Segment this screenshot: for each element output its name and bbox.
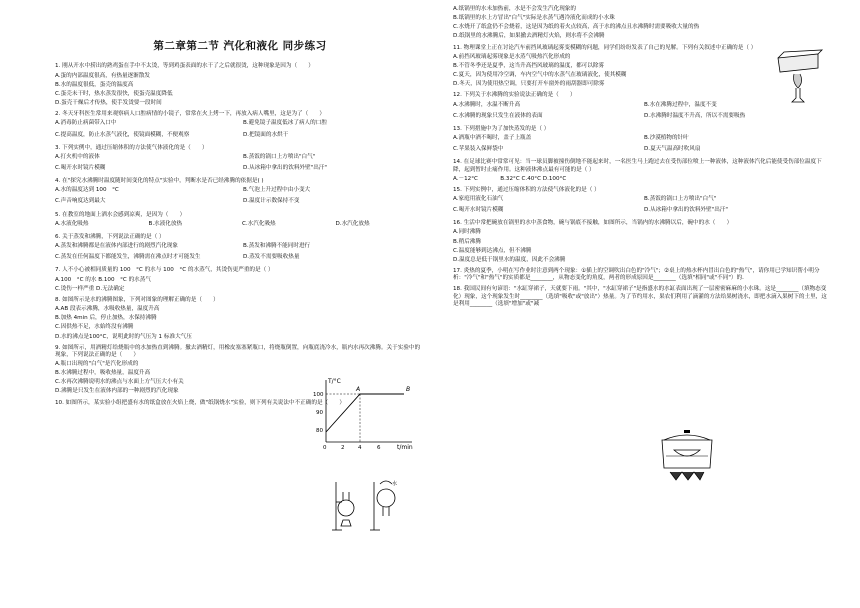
question	[453, 45, 829, 89]
question	[453, 6, 829, 41]
question	[453, 187, 829, 216]
y-tick-label: 100	[313, 392, 324, 398]
answer-option: D.把镜面的水烘干	[243, 131, 289, 138]
option-group	[55, 221, 425, 230]
answer-option: A.酒瓶中酒不喝时，盖子上瓶盖	[453, 135, 532, 142]
question	[55, 63, 425, 107]
answer-option: B.蒸饭的锅口上方喷出"白气"	[644, 195, 717, 202]
question-stem: 2. 冬天牙科医生常用来观察病人口腔病情的小镜子，常常在火上烤一下，再放入病人嘴里，这是为了（ ）	[55, 111, 326, 118]
steamer-pot-figure	[656, 428, 718, 482]
page-title: 第二章第二节 汽化和液化 同步练习	[153, 40, 327, 52]
question-stem: 1. 刚从开水中捞出的熟鸡蛋在手中不太烫，等到鸡蛋表面的水干了之后就很烫，这种现象是因为（ ）	[55, 63, 314, 70]
option-group	[453, 102, 829, 122]
y-axis-label: T/°C	[328, 378, 341, 385]
answer-option: A.消毒防止病菌带入口中	[55, 120, 117, 127]
right-question-list	[453, 6, 829, 308]
answer-option: C.温度能够到达沸点，但不沸腾	[453, 247, 532, 254]
answer-option: B.避免镜子温度低冰了病人的口腔	[243, 120, 327, 127]
option-group	[55, 187, 425, 207]
answer-option: B.气泡上升过程中由小变大	[243, 187, 311, 194]
answer-option: C.喝开水时镜片模糊	[55, 165, 106, 171]
answer-option: A.AB 段表示沸腾，水吸收热量，温度升高	[55, 306, 160, 313]
question	[453, 92, 829, 121]
water-label: 水	[392, 481, 398, 487]
answer-option: D.水汽化放热	[335, 220, 370, 227]
option-group	[453, 54, 829, 89]
y-tick-label: 90	[316, 410, 323, 416]
question-stem: 5. 在教室的地面上洒水会感到凉爽，是因为（ ）	[55, 211, 186, 218]
answer-option: D.沸腾是只发生在液体内部的一种剧烈的汽化现象	[55, 388, 179, 395]
option-group	[453, 229, 829, 264]
answer-option: A.100 °C 的水 B.100 °C 的水蒸气	[55, 276, 151, 283]
answer-option: A.蒸发和沸腾都是在液体内部进行的剧烈汽化现象	[55, 243, 178, 250]
question-stem: 16. 生活中常把碗放在锅里的水中蒸食物，碗与锅底不接触，如图所示，当锅内的水沸腾以后，碗中的水（ ）	[453, 220, 733, 227]
question-stem: 4. 在"探究水沸腾时温度随时间变化的特点"实验中，判断水是否已经沸腾的依据是( )	[55, 178, 264, 185]
question	[55, 267, 425, 292]
answer-option: C.水烧开了纸盒仍不会烧着，这是因为纸的着火点较高，高于水的沸点且水沸腾时需要吸收大量的热	[453, 24, 700, 31]
question	[453, 126, 829, 155]
answer-option: B.稍后沸腾	[453, 238, 481, 245]
question-stem: 13. 下列措施中为了加快蒸发的是（ ）	[453, 125, 550, 132]
option-group	[453, 176, 829, 183]
option-group	[453, 135, 829, 155]
right-column	[453, 6, 829, 312]
question	[453, 220, 829, 264]
option-group	[453, 196, 829, 216]
answer-option: A.同时沸腾	[453, 229, 481, 236]
answer-option: C.喝开水时镜片模糊	[453, 207, 504, 214]
upright-flask	[332, 482, 354, 530]
question-stem: 3. 下列实例中，通过压缩体积的方法使气体液化的是（ ）	[55, 144, 208, 151]
answer-option: C.水沸腾的现象只发生在液体的表面	[453, 112, 543, 119]
option-group	[55, 73, 425, 108]
option-group	[55, 243, 425, 263]
point-a-label: A	[356, 386, 361, 393]
answer-option: C.苹果装入保鲜袋中	[453, 146, 504, 153]
answer-option: B.蒸发和沸腾不能同时进行	[243, 243, 311, 250]
question-stem: 17. 炎热的夏季，小明在写作业时注意到两个现象：①插上的空调吹出白色的"冷气"；②桌上的热水杯内冒出白色的"热气"，请你用已学知识帮小明分析："冷气"和"热气"的实质都是________，从物态变化的角度，两者的形成原因是________（选填"相同"或"不同"）的．	[453, 268, 820, 282]
question-stem: 9. 如图所示，用酒精灯给烧瓶中的水加热直到沸腾。撤去酒精灯，用橡皮塞塞紧瓶口，将烧瓶倒置，向瓶底浇冷水，瓶内水再次沸腾。关于实验中的现象，下列说法正确的是（ ）	[55, 344, 421, 358]
question	[55, 178, 425, 207]
answer-option: A.－12°C B.32°C C.40°C D.100°C	[453, 175, 567, 182]
answer-option: D.夏天气温高时吹风扇	[644, 146, 701, 153]
question-stem: 11. 物理课堂上正在讨论汽车前挡风玻璃起雾变模糊的问题，同学们纷纷发表了自己的见解。下列有关叙述中正确的是（ ）	[453, 44, 757, 51]
answer-option: B.蒸饭的锅口上方喷出"白气"	[243, 153, 316, 160]
answer-option: D.蒸发不需要吸收热量	[243, 254, 300, 261]
question-stem: 7. 人不小心被相同质量的 100 °C 的水与 100 °C 的水蒸气，其烫伤更严重的是（ ）	[55, 267, 274, 274]
answer-option: B.不管冬季还是夏季，这当升高挡风玻璃的温度，都可以除雾	[453, 62, 605, 69]
answer-option: A.水的温度达到 100 °C	[55, 187, 119, 194]
option-group	[55, 306, 425, 341]
question	[453, 286, 829, 307]
answer-option: A.纸锅里的水未加热前，水是不会发生汽化现象的	[453, 6, 576, 12]
x-tick-label: 2	[341, 445, 345, 450]
question-stem: 8. 如图所示是水的沸腾图象，下列对图象的理解正确的是（ ）	[55, 296, 219, 303]
x-tick-label: 6	[377, 445, 381, 450]
answer-option: B.水沸腾过程中，吸收热量，温度升高	[55, 370, 151, 377]
question-stem: 18. 我国民间有句谚语："水缸穿裙子，天就要下雨。"其中，"水缸穿裙子"是指盛水的水缸表面出现了一层密密麻麻的小水珠。这是________（填物态变化）现象，这个现象发生时________（选填"吸收"或"放出"）热量。为了节约用水，果农们利用了滴灌的方法给果树浇水，即把水滴入果树下的土里，这是利用________（选填"增加"或"减	[453, 286, 827, 307]
answer-option: A.打火机中的液体	[55, 153, 100, 160]
answer-option: B.加热 4min 后，停止加热，水保持沸腾	[55, 315, 157, 322]
answer-option: D.冬天，因为使用热空调，只要打开车窗外的雨刮器即可除雾	[453, 81, 605, 88]
x-axis-label: t/min	[397, 444, 413, 450]
answer-option: B.水在沸腾过程中，温度不变	[644, 101, 717, 108]
answer-option: A.前挡风玻璃起雾现象是水蒸气吸热汽化形成的	[453, 53, 571, 60]
answer-option: A.水沸腾时，水温不断升高	[453, 101, 521, 108]
answer-option: C.烫伤一样严重 D.无法确定	[55, 285, 125, 292]
answer-option: A.水液化吸热	[55, 220, 89, 227]
question-stem: 6. 关于蒸发和沸腾，下列说法正确的是（ ）	[55, 233, 165, 240]
answer-option: C.声音响度达到最大	[55, 198, 106, 205]
answer-option: C.因供热不足，水始终没有沸腾	[55, 324, 134, 331]
answer-option: D.温度计示数保持不变	[243, 198, 300, 205]
question	[55, 212, 425, 230]
answer-option: B.水液化放热	[148, 220, 183, 227]
question-stem: 12. 下列关于水沸腾的实验说法正确的是（ ）	[453, 92, 576, 99]
answer-option: B.沙漠植物的针叶	[644, 135, 689, 142]
inverted-flask	[370, 481, 398, 530]
boiling-graph-figure	[312, 376, 420, 450]
flask-experiment-figure	[322, 478, 412, 534]
question	[55, 145, 425, 174]
option-group	[55, 120, 425, 140]
answer-option: C.夏天，因为使用冷空调，车内空气中的水蒸气在玻璃液化，使其模糊	[453, 72, 627, 79]
answer-option: A.瓶口出现的"白气"是汽化形成的	[55, 360, 139, 367]
answer-option: D.水的沸点是100°C，说明此时的气压为 1 标准大气压	[55, 333, 192, 340]
question	[55, 297, 425, 341]
point-b-label: B	[406, 386, 411, 393]
question	[55, 234, 425, 263]
x-tick-label: 0	[323, 445, 327, 450]
answer-option: A.蛋的内部温度很高，有热量逐渐散发	[55, 72, 151, 79]
left-column	[55, 6, 425, 411]
question-stem: 10. 如图所示，某实验小组把盛有水的纸盒放在火焰上烧，做"纸锅烧水"实验，则下列有关说法中不正确的是（ ）	[55, 399, 345, 406]
answer-option: B.纸锅里的水上方冒出"白气"实际是水蒸气遇冷液化而成的小水珠	[453, 15, 615, 22]
paper-pot-figure	[774, 48, 824, 104]
option-group	[55, 154, 425, 174]
answer-option: D.纸锅里的水沸腾后，如果撤去酒精灯火焰，则水将不会沸腾	[453, 33, 605, 40]
option-group	[55, 277, 425, 293]
question	[453, 268, 829, 282]
answer-option: C.蛋壳未干时，热水蒸发很快，使蛋壳温度降低	[55, 90, 173, 97]
question-stem: 15. 下列实例中，通过压缩体积的方法使气体液化的是（ ）	[453, 186, 600, 193]
answer-option: D.从冰箱中拿出的饮料外壁"出汗"	[644, 207, 728, 214]
answer-option: C.蒸发在任何温度下都能发生，沸腾需在沸点时才可能发生	[55, 254, 201, 261]
answer-option: D.从冰箱中拿出的饮料外壁"出汗"	[243, 165, 327, 171]
question	[453, 159, 829, 182]
question-stem: 14. 在足球比赛中常常可见：当一球员脚被撞伤倒地不能起来时，一名医生马上跑过去在受伤部位喷上一种液体，这种液体汽化后能使受伤部位温度下降，起到暂时止痛作用。这种液体沸点最有可能的是（ ）	[453, 159, 822, 173]
temperature-curve	[326, 394, 404, 432]
y-tick-label: 80	[316, 428, 323, 434]
answer-option: C.水汽化吸热	[242, 220, 276, 227]
answer-option: D.温度总是低于锅里水的温度，因此不会沸腾	[453, 256, 566, 263]
x-tick-label: 4	[358, 445, 362, 450]
option-group	[453, 6, 829, 41]
answer-option: C.水再次沸腾说明水的沸点与水面上方气压大小有关	[55, 379, 184, 386]
answer-option: D.水沸腾时温度不升高，所以不需要吸热	[644, 112, 746, 119]
answer-option: A.家庭用液化石油气	[453, 195, 504, 202]
left-question-list	[55, 63, 425, 406]
question	[55, 111, 425, 140]
answer-option: B.水的温度很低，蛋壳的温度高	[55, 81, 134, 88]
answer-option: C.提高温度，防止水蒸气液化，使镜面模糊，不便观察	[55, 131, 190, 138]
answer-option: D.蛋壳干燥后才传热，使手发烫要一段时间	[55, 100, 162, 107]
